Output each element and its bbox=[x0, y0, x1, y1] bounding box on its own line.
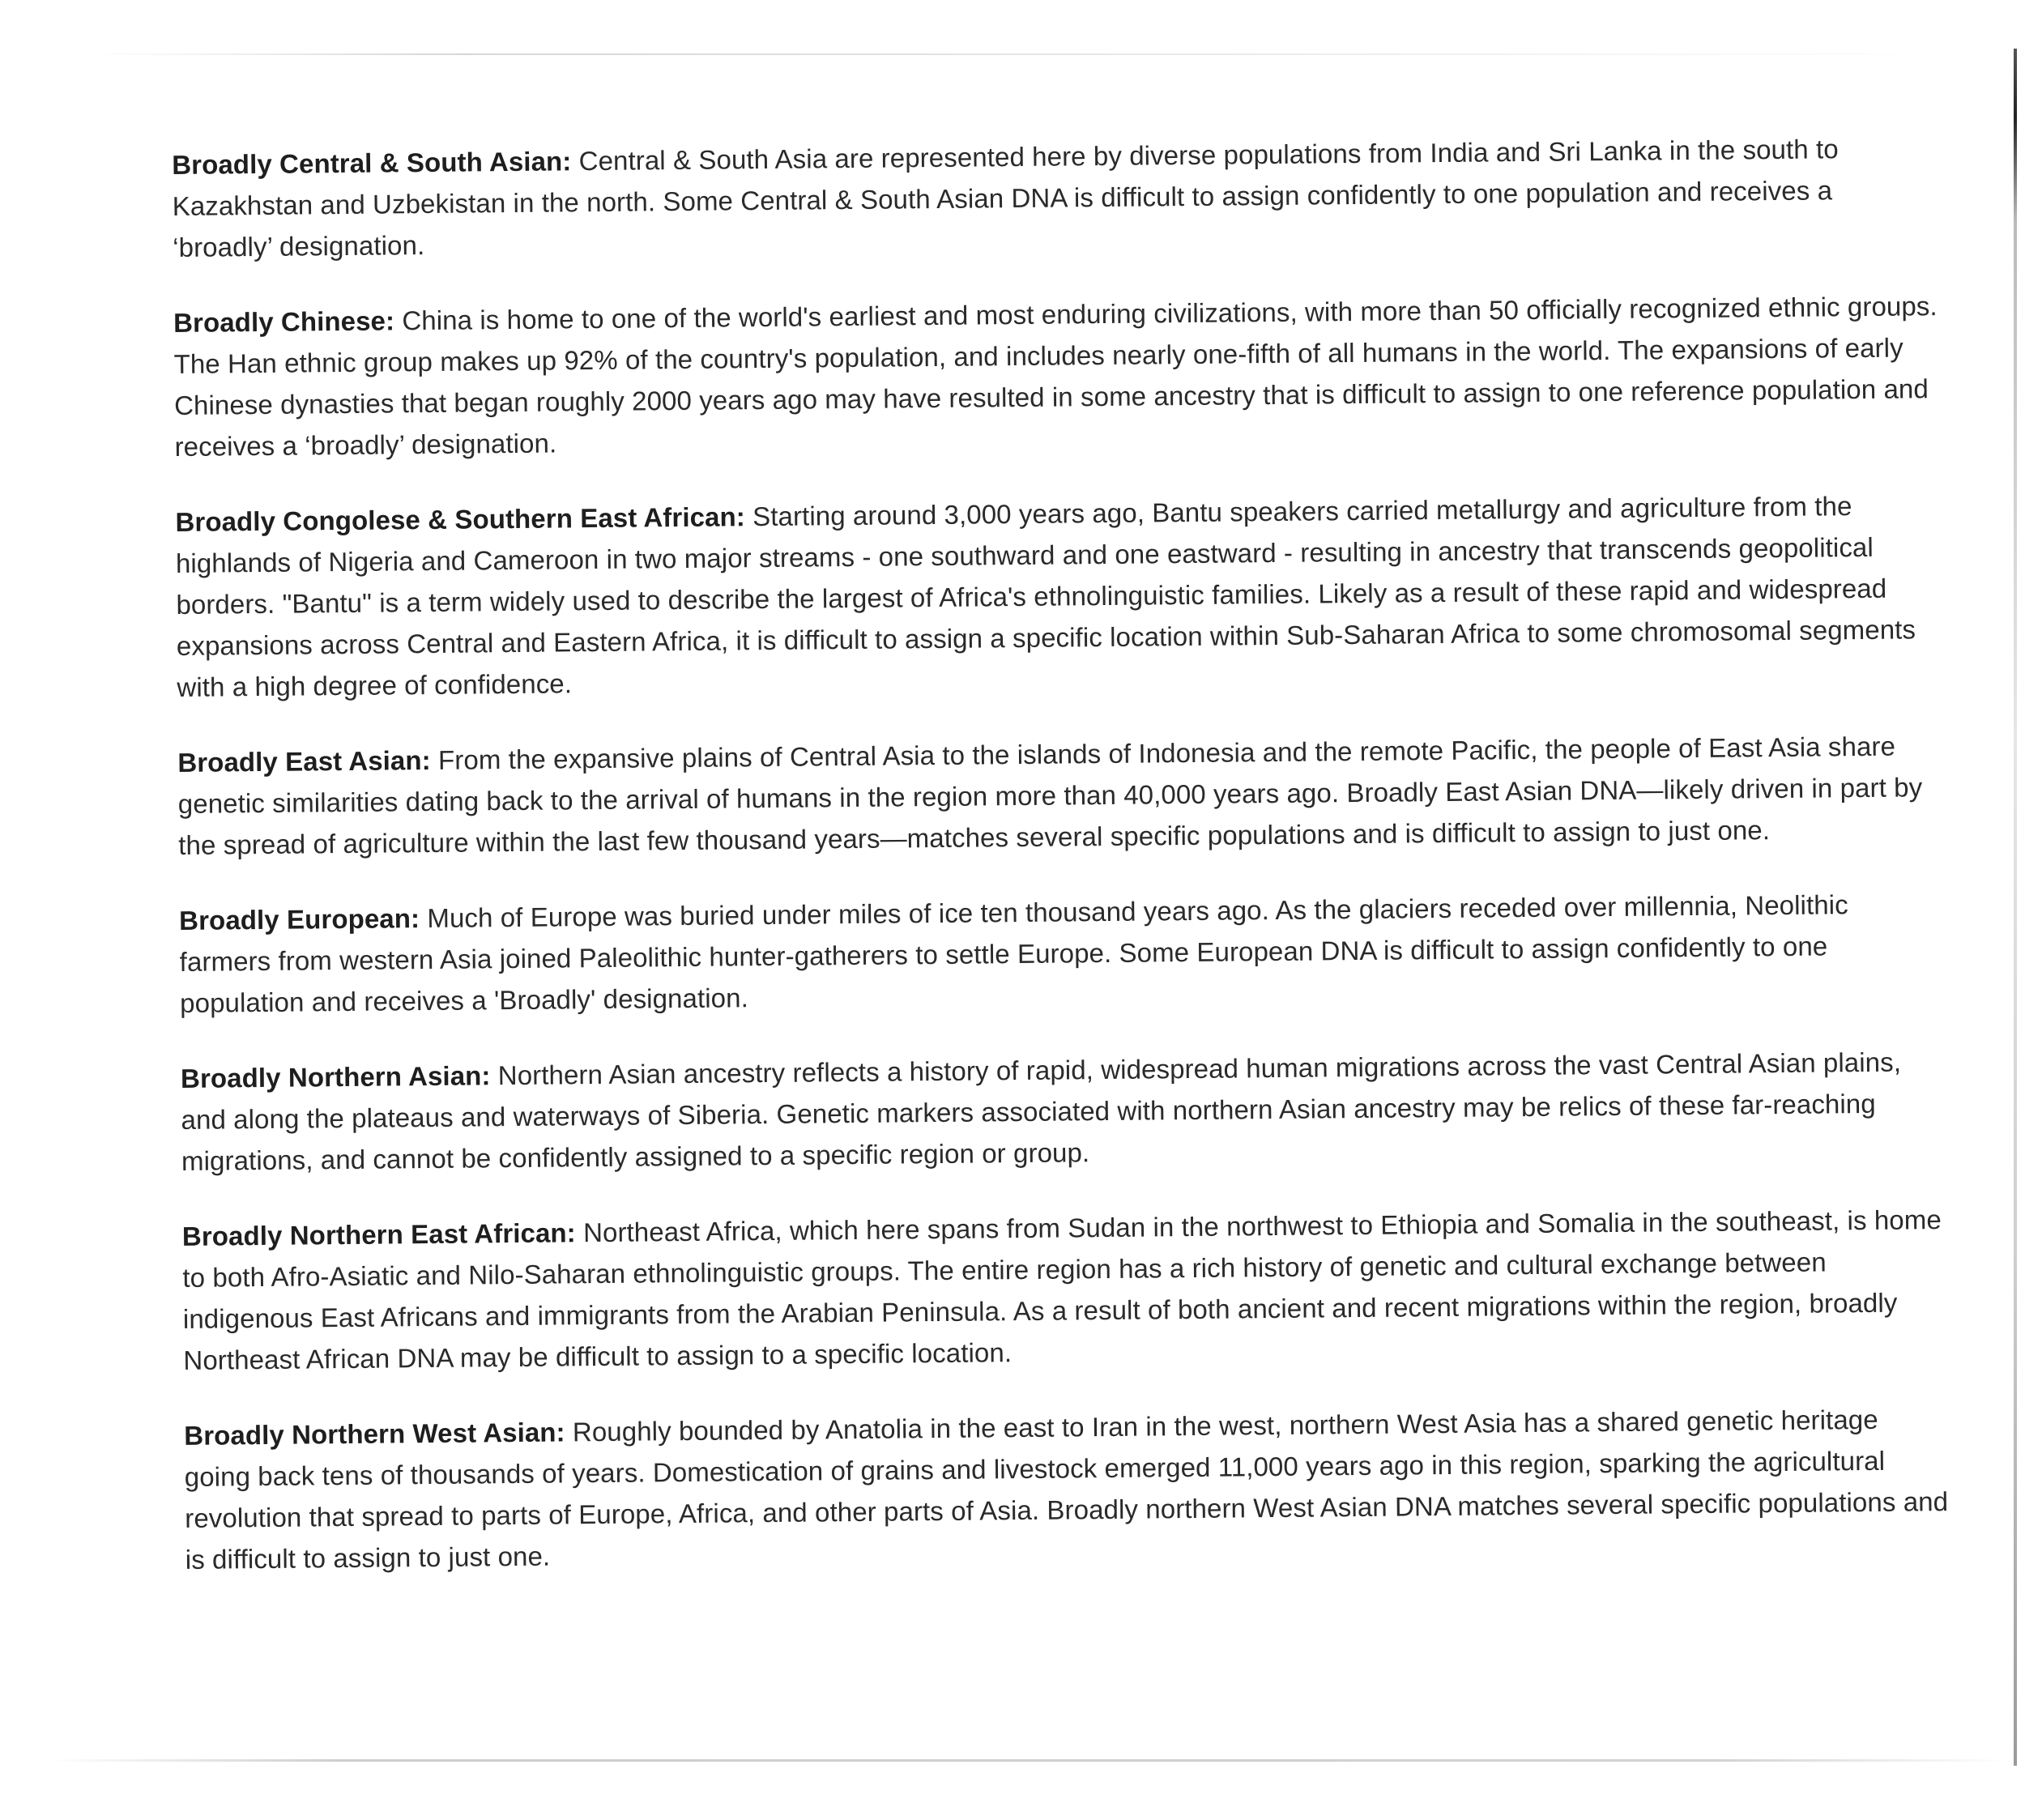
entry-term: Broadly Northern West Asian: bbox=[184, 1417, 565, 1451]
entry-northern-west-asian bbox=[184, 1398, 1951, 1580]
entry-term: Broadly Central & South Asian: bbox=[172, 146, 572, 180]
entry-central-south-asian bbox=[172, 127, 1938, 268]
document-body bbox=[172, 127, 1951, 1614]
entry-text: From the expansive plains of Central Asia to the islands of Indonesia and the remote Pacific, the people of East Asia share genetic similarities dating back to the arrival of humans in the region more than 40,000 years ago. Broadly East Asian DNA—likely driven in part by the spread of agriculture within the last few thousand years—matches several specific populations and is difficult to assign to just one. bbox=[177, 731, 1923, 860]
entry-term: Broadly Northern Asian: bbox=[180, 1060, 491, 1093]
entry-text: Roughly bounded by Anatolia in the east to Iran in the west, northern West Asia has a shared genetic heritage going back tens of thousands of years. Domestication of grains and livestock emerged 11,000 years ago in this region, sparking the agricultural revolution that spread to parts of Europe, Africa, and other parts of Asia. Broadly northern West Asian DNA matches several specific populations and is difficult to assign to just one. bbox=[184, 1404, 1949, 1575]
entry-text: Northeast Africa, which here spans from Sudan in the northwest to Ethiopia and Somalia in the southeast, is home to both Afro-Asiatic and Nilo-Saharan ethnolinguistic groups. The entire region has a rich history of genetic and cultural exchange between indigenous East Africans and immigrants from the Arabian Peninsula. As a result of both ancient and recent migrations within the region, broadly Northeast African DNA may be difficult to assign to a specific location. bbox=[182, 1204, 1942, 1375]
entry-congolese-southern-east-african bbox=[175, 484, 1942, 708]
scan-edge-bottom bbox=[49, 1759, 2009, 1762]
entry-text: Much of Europe was buried under miles of ice ten thousand years ago. As the glaciers receded over millennia, Neolithic farmers from western Asia joined Paleolithic hunter-gatherers to settle Europe. Some European DNA is difficult to assign confidently to one population and receives a 'Broadly' designation. bbox=[179, 889, 1848, 1018]
entry-term: Broadly East Asian: bbox=[177, 744, 431, 778]
entry-term: Broadly Northern East African: bbox=[181, 1217, 576, 1251]
entry-text: Central & South Asia are represented here by diverse populations from India and Sri Lanka in the south to Kazakhstan and Uzbekistan in the north. Some Central & South Asian DNA is difficult to assign confidently to one population and receives a ‘broadly’ designation. bbox=[172, 134, 1839, 262]
scan-edge-top bbox=[89, 53, 1952, 55]
entry-east-asian bbox=[177, 725, 1944, 866]
entry-text: Starting around 3,000 years ago, Bantu speakers carried metallurgy and agriculture from the highlands of Nigeria and Cameroon in two major streams - one southward and one eastward - resulting in ancestry that transcends geopolitical borders. "Bantu" is a term widely used to describe the largest of Africa's ethnolinguistic families. Likely as a result of these rapid and widespread expansions across Central and Eastern Africa, it is difficult to assign a specific location within Sub-Saharan Africa to some chromosomal segments with a high degree of confidence. bbox=[175, 491, 1916, 702]
entry-text: China is home to one of the world's earliest and most enduring civilizations, with more than 50 officially recognized ethnic groups. The Han ethnic group makes up 92% of the country's population, and includes nearly one-fifth of all humans in the world. The expansions of early Chinese dynasties that began roughly 2000 years ago may have resulted in some ancestry that is difficult to assign to one reference population and receives a ‘broadly’ designation. bbox=[173, 291, 1938, 462]
entry-text: Northern Asian ancestry reflects a history of rapid, widespread human migrations across the vast Central Asian plains, and along the plateaus and waterways of Siberia. Genetic markers associated with northern Asian ancestry may be relics of these far-reaching migrations, and cannot be confidently assigned to a specific region or group. bbox=[181, 1046, 1902, 1176]
entry-term: Broadly Congolese & Southern East African: bbox=[175, 501, 746, 537]
entry-northern-asian bbox=[181, 1041, 1947, 1182]
entry-term: Broadly European: bbox=[179, 903, 420, 936]
entry-northern-east-african bbox=[182, 1199, 1950, 1381]
scan-edge-right bbox=[2014, 49, 2017, 1766]
entry-chinese bbox=[173, 285, 1941, 467]
entry-european bbox=[179, 883, 1946, 1024]
entry-term: Broadly Chinese: bbox=[173, 305, 395, 338]
